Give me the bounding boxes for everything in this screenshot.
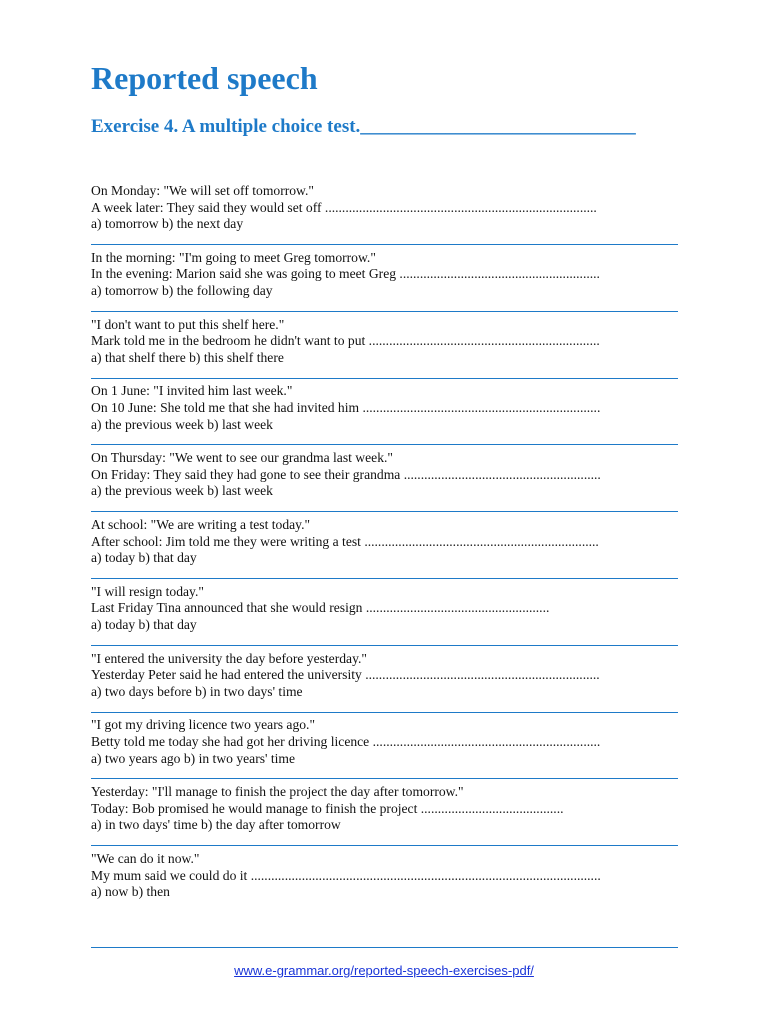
footer-divider xyxy=(91,947,678,948)
question-item xyxy=(91,383,678,450)
divider xyxy=(91,378,678,379)
question-prompt: In the morning: "I'm going to meet Greg tomorrow." xyxy=(91,249,376,265)
question-prompt: "I will resign today." xyxy=(91,583,204,599)
divider xyxy=(91,511,678,512)
question-prompt: At school: "We are writing a test today." xyxy=(91,516,311,532)
question-prompt: "I don't want to put this shelf here." xyxy=(91,316,285,332)
question-item xyxy=(91,317,678,384)
footer-link[interactable]: www.e-grammar.org/reported-speech-exercises-pdf/ xyxy=(234,963,534,978)
question-list xyxy=(91,183,678,918)
question-options: a) tomorrow b) the next day xyxy=(91,216,244,232)
question-prompt: "I entered the university the day before yesterday." xyxy=(91,650,367,666)
divider xyxy=(91,244,678,245)
divider xyxy=(91,578,678,579)
question-prompt: "I got my driving licence two years ago." xyxy=(91,717,316,733)
question-prompt: On Monday: "We will set off tomorrow." xyxy=(91,183,314,198)
divider xyxy=(91,712,678,713)
question-sentence: A week later: They said they would set off ................................................................................ xyxy=(91,199,597,215)
question-item xyxy=(91,450,678,517)
question-sentence: Last Friday Tina announced that she would resign ...................................................... xyxy=(91,600,550,616)
question-item xyxy=(91,584,678,651)
question-sentence: Today: Bob promised he would manage to finish the project .......................................... xyxy=(91,800,564,816)
question-sentence: My mum said we could do it ....................................................................................................... xyxy=(91,867,601,883)
question-item xyxy=(91,651,678,718)
question-item xyxy=(91,717,678,784)
question-item xyxy=(91,784,678,851)
question-sentence: Mark told me in the bedroom he didn't want to put .................................................................... xyxy=(91,333,600,349)
question-sentence: In the evening: Marion said she was going to meet Greg ........................................................... xyxy=(91,266,600,282)
question-options: a) two years ago b) in two years' time xyxy=(91,750,296,766)
question-options: a) that shelf there b) this shelf there xyxy=(91,349,284,365)
question-options: a) two days before b) in two days' time xyxy=(91,683,303,699)
divider xyxy=(91,845,678,846)
question-options: a) tomorrow b) the following day xyxy=(91,282,273,298)
exercise-heading: Exercise 4. A multiple choice test._____________________________ xyxy=(91,116,636,137)
question-options: a) the previous week b) last week xyxy=(91,416,273,432)
question-options: a) today b) that day xyxy=(91,616,197,632)
question-prompt: "We can do it now." xyxy=(91,850,200,866)
divider xyxy=(91,311,678,312)
divider xyxy=(91,778,678,779)
question-item xyxy=(91,517,678,584)
question-options: a) now b) then xyxy=(91,884,170,900)
question-options: a) the previous week b) last week xyxy=(91,483,273,499)
question-sentence: On 10 June: She told me that she had invited him ...................................................................... xyxy=(91,399,601,415)
question-sentence: Yesterday Peter said he had entered the university ..................................................................... xyxy=(91,667,600,683)
question-item xyxy=(91,851,678,918)
question-sentence: After school: Jim told me they were writing a test ..................................................................... xyxy=(91,533,599,549)
divider xyxy=(91,645,678,646)
question-item xyxy=(91,250,678,317)
question-sentence: Betty told me today she had got her driving licence ................................................................... xyxy=(91,733,601,749)
question-sentence: On Friday: They said they had gone to see their grandma .......................................................... xyxy=(91,466,601,482)
page-title: Reported speech xyxy=(91,60,318,96)
question-prompt: On 1 June: "I invited him last week." xyxy=(91,383,293,399)
question-options: a) today b) that day xyxy=(91,550,197,566)
question-options: a) in two days' time b) the day after tomorrow xyxy=(91,817,341,833)
question-prompt: Yesterday: "I'll manage to finish the project the day after tomorrow." xyxy=(91,784,464,800)
question-item xyxy=(91,183,678,250)
question-prompt: On Thursday: "We went to see our grandma last week." xyxy=(91,450,393,466)
divider xyxy=(91,444,678,445)
